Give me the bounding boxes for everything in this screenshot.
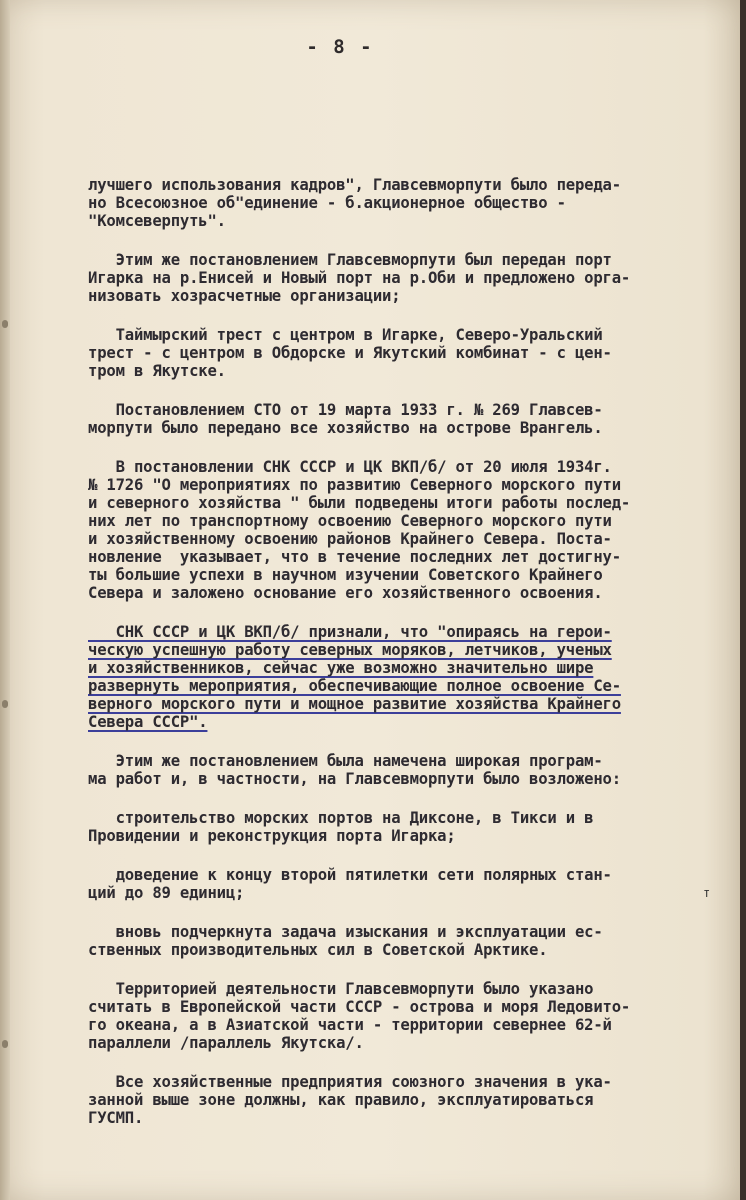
text-line: них лет по транспортному освоению Северного морского пути [88, 512, 612, 530]
text-line: Таймырский трест с центром в Игарке, Северо-Уральский [88, 326, 603, 344]
binding-hole [2, 1040, 8, 1048]
document-body [88, 176, 728, 1148]
paragraph [88, 752, 728, 788]
highlighted-paragraph [88, 623, 728, 731]
text-line: трест - с центром в Обдорске и Якутский комбинат - с цен- [88, 344, 612, 362]
text-line: тром в Якутске. [88, 362, 226, 380]
text-line: новление указывает, что в течение последних лет достигну- [88, 548, 621, 566]
paragraph [88, 326, 728, 380]
page-edge-shadow [740, 0, 746, 1200]
text-line: В постановлении СНК СССР и ЦК ВКП/б/ от 20 июля 1934г. [88, 458, 612, 476]
text-line: ственных производительных сил в Советской Арктике. [88, 941, 548, 959]
text-line: СНК СССР и ЦК ВКП/б/ признали, что "опираясь на герои- [88, 623, 612, 641]
page-number: - 8 - [306, 36, 374, 58]
paragraph [88, 866, 728, 902]
text-line: ций до 89 единиц; [88, 884, 245, 902]
paragraph [88, 923, 728, 959]
text-line: ты большие успехи в научном изучении Советского Крайнего [88, 566, 603, 584]
text-line: "Комсеверпуть". [88, 212, 226, 230]
paragraph [88, 458, 728, 602]
text-line: морпути было передано все хозяйство на острове Врангель. [88, 419, 603, 437]
paragraph [88, 809, 728, 845]
text-line: Территорией деятельности Главсевморпути было указано [88, 980, 594, 998]
margin-mark: т [703, 886, 711, 900]
binding-edge [0, 0, 10, 1200]
text-line: Провидении и реконструкция порта Игарка; [88, 827, 456, 845]
text-line: Постановлением СТО от 19 марта 1933 г. № 269 Главсев- [88, 401, 603, 419]
text-line: развернуть мероприятия, обеспечивающие полное освоение Се- [88, 677, 621, 695]
text-line: вновь подчеркнута задача изыскания и эксплуатации ес- [88, 923, 603, 941]
text-line: Этим же постановлением Главсевморпути был передан порт [88, 251, 612, 269]
paragraph [88, 980, 728, 1052]
text-line: низовать хозрасчетные организации; [88, 287, 401, 305]
paragraph [88, 251, 728, 305]
text-line: Севера и заложено основание его хозяйственного освоения. [88, 584, 603, 602]
text-line: ГУСМП. [88, 1109, 144, 1127]
paragraph [88, 1073, 728, 1127]
binding-hole [2, 320, 8, 328]
text-line: ма работ и, в частности, на Главсевморпути было возложено: [88, 770, 621, 788]
text-line: занной выше зоне должны, как правило, эксплуатироваться [88, 1091, 594, 1109]
text-line: и хозяйственному освоению районов Крайнего Севера. Поста- [88, 530, 612, 548]
paragraph [88, 401, 728, 437]
text-line: параллели /параллель Якутска/. [88, 1034, 364, 1052]
text-line: но Всесоюзное об"единение - б.акционерное общество - [88, 194, 566, 212]
text-line: № 1726 "О мероприятиях по развитию Северного морского пути [88, 476, 621, 494]
text-line: Игарка на р.Енисей и Новый порт на р.Оби и предложено орга- [88, 269, 631, 287]
text-line: доведение к концу второй пятилетки сети полярных стан- [88, 866, 612, 884]
paragraph [88, 176, 728, 230]
binding-hole [2, 700, 8, 708]
text-line: строительство морских портов на Диксоне, в Тикси и в [88, 809, 594, 827]
text-line: Этим же постановлением была намечена широкая програм- [88, 752, 603, 770]
text-line: и хозяйственников, сейчас уже возможно значительно шире [88, 659, 594, 677]
text-line: Севера СССР". [88, 713, 208, 731]
text-line: верного морского пути и мощное развитие хозяйства Крайнего [88, 695, 621, 713]
text-line: Все хозяйственные предприятия союзного значения в ука- [88, 1073, 612, 1091]
text-line: ческую успешную работу северных моряков, летчиков, ученых [88, 641, 612, 659]
text-line: го океана, а в Азиатской части - территории севернее 62-й [88, 1016, 612, 1034]
text-line: и северного хозяйства " были подведены итоги работы послед- [88, 494, 631, 512]
text-line: считать в Европейской части СССР - острова и моря Ледовито- [88, 998, 631, 1016]
text-line: лучшего использования кадров", Главсевморпути было переда- [88, 176, 621, 194]
